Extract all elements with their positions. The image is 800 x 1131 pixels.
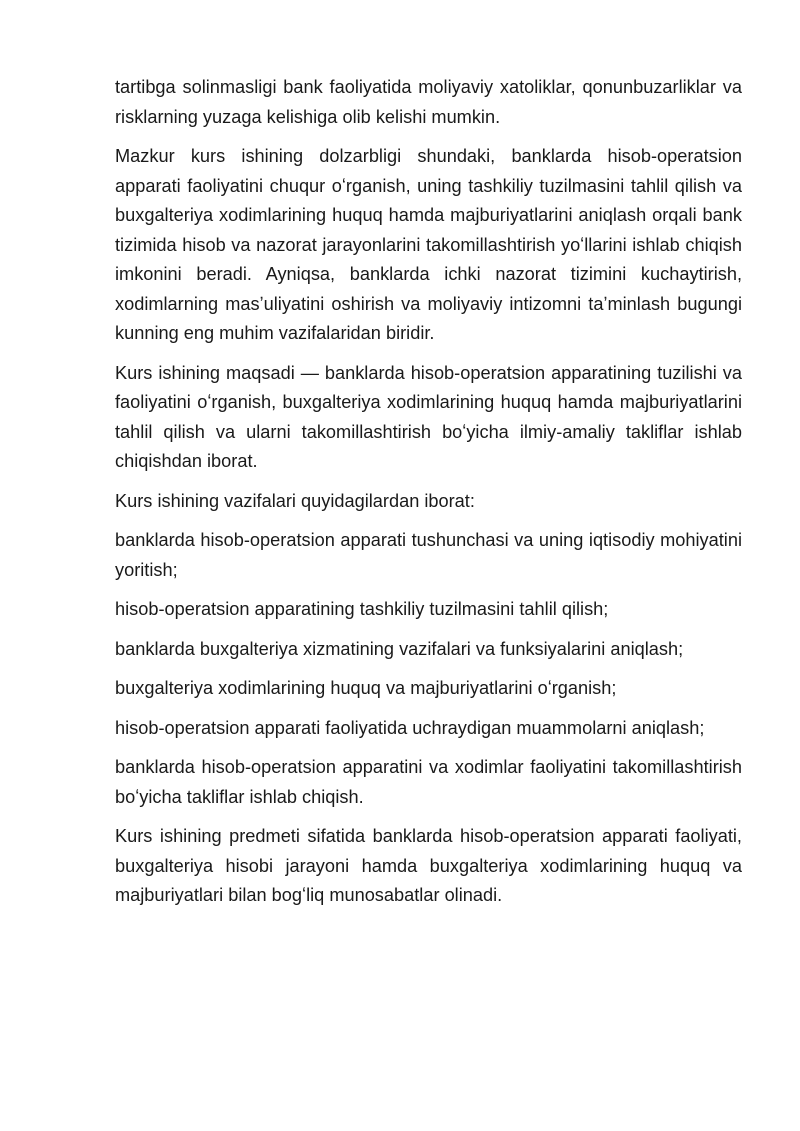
task-item-4: buxgalteriya xodimlarining huquq va majburiyatlarini oʻrganish; [115, 678, 617, 698]
task-item-3: banklarda buxgalteriya xizmatining vazifalari va funksiyalarini aniqlash; [115, 638, 684, 659]
paragraph-continuation: tartibga solinmasligi bank faoliyatida moliyaviy xatoliklar, qonunbuzarliklar va risklarning yuzaga kelishiga olib kelishi mumkin. [115, 77, 742, 127]
document-page [115, 73, 742, 921]
task-item-2: hisob-operatsion apparatining tashkiliy tuzilmasini tahlil qilish; [115, 599, 609, 619]
task-item-6: banklarda hisob-operatsion apparatini va xodimlar faoliyatini takomillashtirish boʻyicha takliflar ishlab chiqish. [115, 757, 742, 807]
paragraph-goal: Kurs ishining maqsadi — banklarda hisob-operatsion apparatining tuzilishi va faoliyatini oʻrganish, buxgalteriya xodimlarining huquq hamda majburiyatlarini tahlil qilish va ularni takomillashtirish boʻyicha ilmiy-amaliy takliflar ishlab chiqishdan iborat. [115, 362, 742, 471]
paragraph-subject: Kurs ishining predmeti sifatida banklarda hisob-operatsion apparati faoliyati, buxgalteriya hisobi jarayoni hamda buxgalteriya xodimlarining huquq va majburiyatlari bilan bogʻliq munosabatlar olinadi. [115, 826, 742, 905]
task-item-1: banklarda hisob-operatsion apparati tushunchasi va uning iqtisodiy mohiyatini yoritish; [115, 530, 742, 580]
paragraph-tasks-intro: Kurs ishining vazifalari quyidagilardan iborat: [115, 490, 475, 511]
paragraph-relevance: Mazkur kurs ishining dolzarbligi shundaki, banklarda hisob-operatsion apparati faoliyatini chuqur oʻrganish, uning tashkiliy tuzilmasini tahlil qilish va buxgalteriya xodimlarining huquq hamda majburiyatlarini aniqlash orqali bank tizimida hisob va nazorat jarayonlarini takomillashtirish yoʻllarini ishlab chiqish imkonini beradi. Ayniqsa, banklarda ichki nazorat tizimini kuchaytirish, xodimlarning masʼuliyatini oshirish va moliyaviy intizomni taʼminlash bugungi kunning eng muhim vazifalaridan biridir. [115, 146, 742, 343]
task-item-5: hisob-operatsion apparati faoliyatida uchraydigan muammolarni aniqlash; [115, 717, 705, 738]
